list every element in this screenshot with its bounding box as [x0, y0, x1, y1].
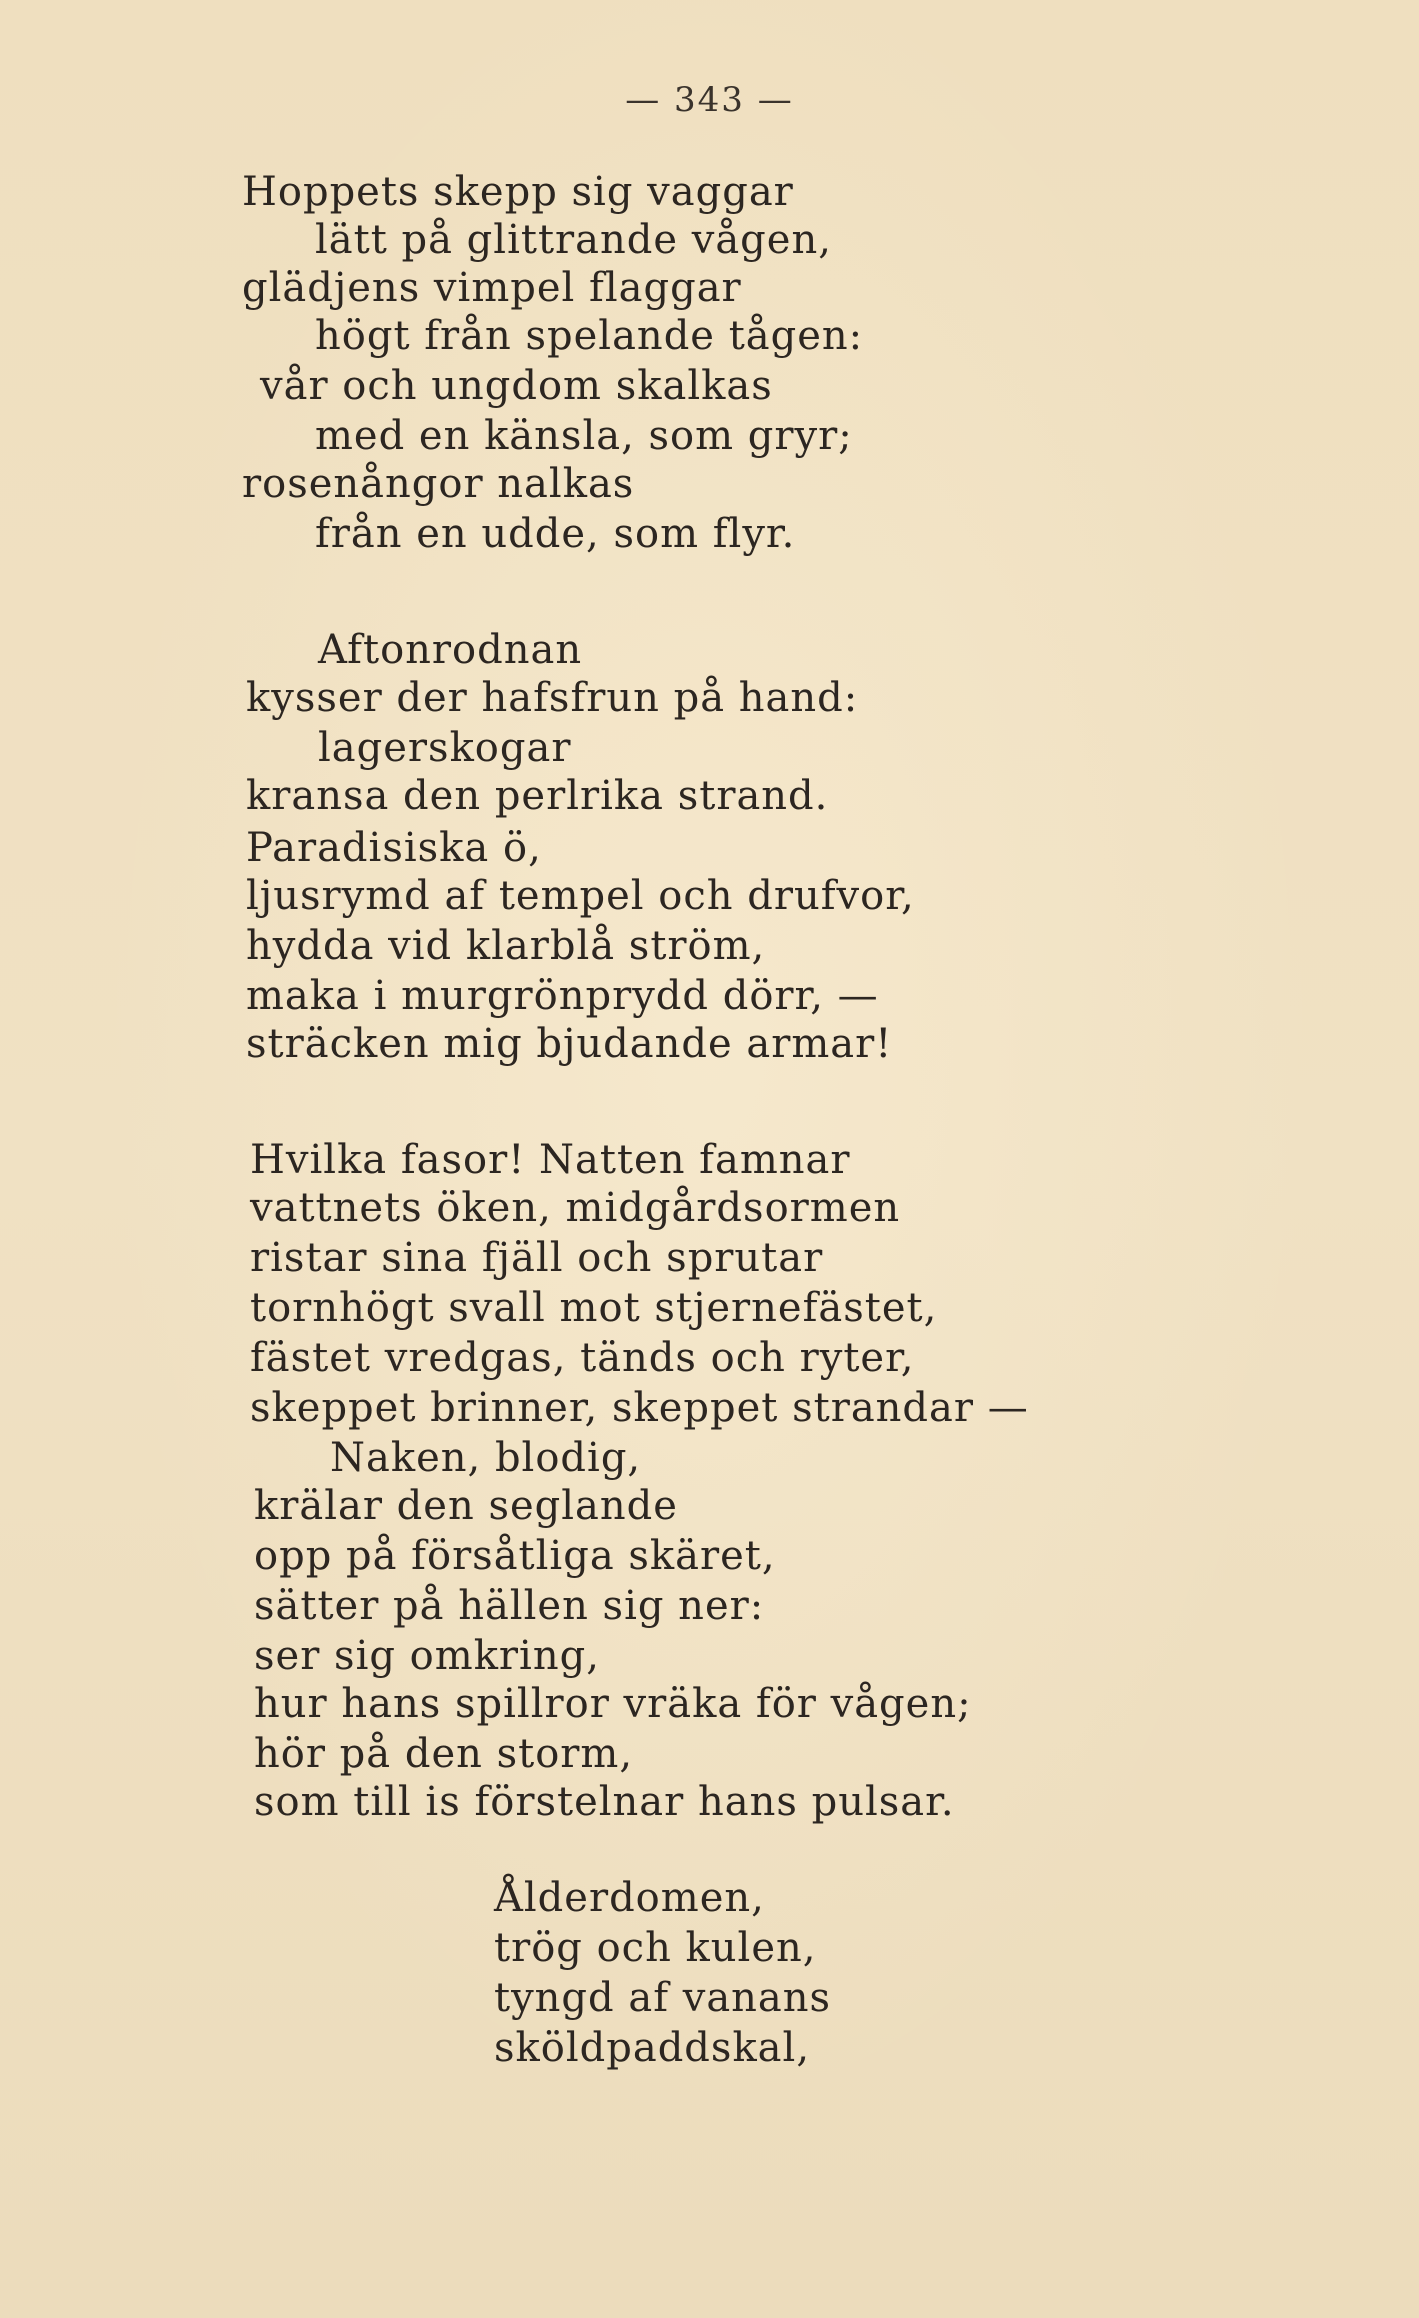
- poem-line: glädjens vimpel flaggar: [242, 265, 742, 311]
- poem-line: Hoppets skepp sig vaggar: [242, 169, 794, 215]
- poem-line: sätter på hällen sig ner:: [254, 1583, 765, 1629]
- poem-line: trög och kulen,: [494, 1925, 817, 1971]
- poem-line: maka i murgrönprydd dörr, —: [246, 973, 879, 1019]
- poem-line: hur hans spillror vräka för vågen;: [254, 1681, 972, 1727]
- poem-line: Hvilka fasor! Natten famnar: [250, 1137, 851, 1183]
- poem-line: med en känsla, som gryr;: [315, 413, 853, 459]
- poem-line: hör på den storm,: [254, 1731, 634, 1777]
- poem-line: tyngd af vanans: [494, 1975, 832, 2021]
- poem-line: opp på försåtliga skäret,: [254, 1533, 776, 1579]
- poem-line: tornhögt svall mot stjernefästet,: [250, 1285, 938, 1331]
- poem-line: krälar den seglande: [254, 1483, 678, 1529]
- poem-line: Aftonrodnan: [318, 627, 583, 673]
- poem-line: högt från spelande tågen:: [315, 313, 864, 359]
- poem-line: Naken, blodig,: [330, 1435, 642, 1481]
- poem-line: vattnets öken, midgårdsormen: [250, 1185, 901, 1231]
- poem-line: från en udde, som flyr.: [315, 511, 796, 557]
- poem-line: rosenångor nalkas: [242, 461, 635, 507]
- poem-line: ristar sina fjäll och sprutar: [250, 1235, 824, 1281]
- poem-line: lagerskogar: [318, 725, 572, 771]
- poem-line: kransa den perlrika strand.: [246, 773, 829, 819]
- poem-line: fästet vredgas, tänds och ryter,: [250, 1335, 915, 1381]
- poem-line: lätt på glittrande vågen,: [315, 217, 832, 263]
- poem-line: ser sig omkring,: [254, 1633, 600, 1679]
- poem-line: kysser der hafsfrun på hand:: [246, 675, 859, 721]
- poem-line: som till is förstelnar hans pulsar.: [254, 1779, 955, 1825]
- poem-line: sköldpaddskal,: [494, 2025, 811, 2071]
- poem-line: ljusrymd af tempel och drufvor,: [246, 873, 915, 919]
- poem-line: sträcken mig bjudande armar!: [246, 1021, 893, 1067]
- poem-line: hydda vid klarblå ström,: [246, 923, 766, 969]
- poem-line: vår och ungdom skalkas: [260, 363, 773, 409]
- poem-line: skeppet brinner, skeppet strandar —: [250, 1385, 1029, 1431]
- poem-line: Ålderdomen,: [494, 1875, 765, 1921]
- page-number: — 343 —: [625, 80, 794, 120]
- poem-line: Paradisiska ö,: [246, 825, 542, 871]
